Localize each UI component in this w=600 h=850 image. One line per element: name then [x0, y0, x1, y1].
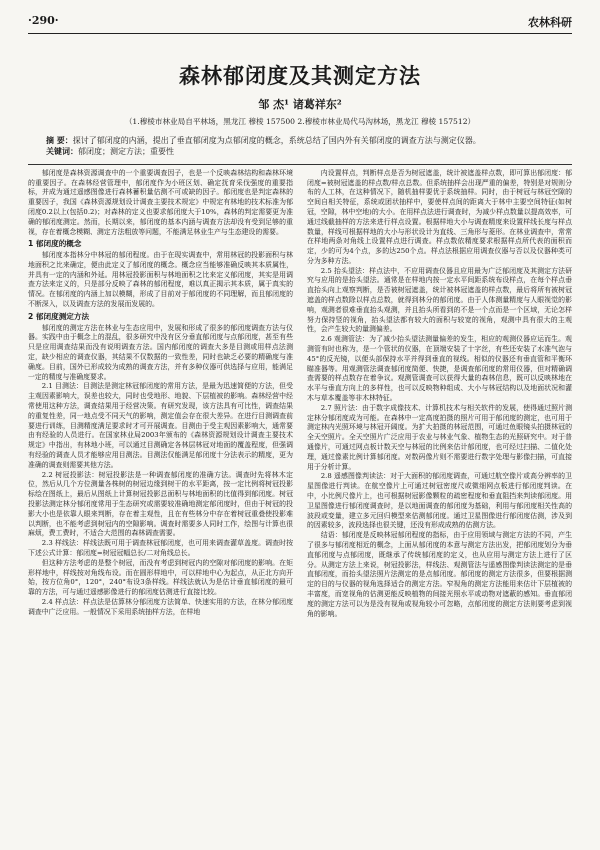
body-paragraph: 2.3 样线法：样线法既可用于调查林冠郁闭度，也可用来调查灌草盖度。调查时按下述公式计算：郁闭度=树冠冠幅总长/二对角线总长。 — [28, 539, 293, 557]
body-paragraph: 2.8 遥感图像判读法：对于大面积的郁闭度调查，可通过航空像片或高分辨率的卫星图像进行判读。在航空像片上可通过树冠密度尺或微细网点板进行郁闭度判读。在中，小比例尺像片上，也可根据树冠影像颗粒的疏密程度和垂直阻挡来判读郁闭度。用卫星图像进行郁闭度调查时，是以地面调查的郁闭度为基础，利用与郁闭度相关性高的波段或变量，建立多元回归模型来估测郁闭度。通过卫星图像进行郁闭度估测，涉及到的因素较多，波段选择也很关键，还没有形成成熟的估测方法。 — [307, 472, 572, 530]
body-paragraph: 2.2 树冠投影法：树冠投影法是一种调查郁闭度的准确方法。调查时先将林木定位，然后从几个方位测量各株树的树冠边缘到树干的水平距离，按一定比例将树冠投影标绘在图纸上，最后从图纸上计算树冠投影总面积与林地面积的比值得到郁闭度。树冠投影法测定林分郁闭度常用于生态研究或需要较准确地测定郁闭度时，但由于树冠的投影大小也是依靠人眼来判断，存在着主观性，且在有些林分中存在着树冠重叠使投影难以判断，也不能考虑到树冠内的空隙影响。调查时需要多人同时工作，绘图与计算也很麻烦，费工费时，不适合大范围的森林调查需要。 — [28, 470, 293, 538]
body-paragraph: 2.6 观测管法：为了减少抬头望法测量偏差的发生，相应的观测仪器应运而生。观测管有时也称为，是一个管状的仪器，在顶端安装了十字丝，有些还安装了水准气泡与45°的反光镜，以便头部保持水平并得到垂直的视线。相似的仪器还有垂直管和平衡环瞄准器等。用观测管法调查郁闭度简便、快捷，是调查郁闭度的常用仪器，但对精确调查需要的样点数存在着争议。观测管调查可以获得大量的森林信息，既可以反映林地在水平与垂直方向上的多样性，也可以反映物种组成、大小与林冠结构以及地面状况和灌木与草本覆盖等非木林特征。 — [307, 335, 572, 403]
keywords-text: 郁闭度；测定方法；重要性 — [78, 147, 174, 157]
keywords-label: 关键词： — [46, 146, 78, 157]
divider — [28, 164, 572, 165]
abstract-label: 摘 要： — [46, 135, 73, 145]
section-heading: 1 郁闭度的概念 — [28, 239, 82, 249]
journal-name: 农林科研 — [528, 16, 572, 29]
abstract-block — [28, 135, 572, 158]
body-paragraph: 2.1 目测法：目测法是测定林冠郁闭度的常用方法，是最为迅速简便的方法，但受主观因素影响大，误差也较大，同时也受地形、地貌、下层植被的影响。森林经营中经常使用这种方法，调查结果用于经营决策。有研究发现，该方法具有可比性，调查结果的重复性差，同一地点受不同天气的影响，测定值会存在很大差异。在进行目测调查前要进行训练，目测精度满足要求时才可开展调查。目测由于受主观因素影响大，通常要由有经验的人员进行。在国家林业局2003年颁布的《森林资源规划设计调查主要技术规定》中指出，有林地小班，可以通过目测确定各林层林冠对地面的覆盖程度，但强调有经验的调查人员才能够应用目测法。目测法仅能满足郁闭度十分法表示的精度，更为准确的调查则需要其他方法。 — [28, 382, 293, 469]
body-paragraph: 郁闭度本指林分中林冠的郁闭程度。由于在现实调查中，常用林冠的投影面积与林地面积之比来确定，便由此定义了郁闭度的概念。概念应当能够准确反映其本质属性，并具有一定的内涵和外延。用林冠投影面积与林地面积之比来定义郁闭度，其实是用调查方法来定义的，只是部分反映了森林的郁闭程度，难以真正揭示其本质，属于真实的情况。在郁闭度的内涵上加以模糊，形成了目前对于郁闭度的不同理解，而且郁闭度的不断深入，以及调查方法的发展而发展的。 — [28, 251, 293, 309]
abstract — [46, 135, 554, 146]
running-header — [28, 14, 572, 34]
author-affiliation: （1.穆棱市林业局自平林场，黑龙江 穆棱 157500 2.穆棱市林业局代马沟林场，黑龙江 穆棱 157512） — [124, 117, 476, 126]
body-paragraph: 2.5 抬头望法：样点法中，不应用调查仪器且应用最为广泛郁闭度及其测定方法研究与应用的是抬头望法。通常是在样地内按一定水平间距系统布设样点，在每个样点垂直抬头向上观察判断，是否被树冠遮盖，统计被林冠遮盖的样点数，最后将所有被树冠遮盖的样点数除以样点总数，就得到林分的郁闭度。由于人体测量精度与人眼视觉的影响，观测者很难垂直抬头观测，并且抬头所看到的不是一个点而是一个区域，无论怎样努力保持竖的视角，抬头望法都有较大的面积与较宽的视角，观测中具有很大的主观性，会产生较大的量测偏差。 — [307, 266, 572, 334]
body-paragraph: 郁闭度是森林资源调查中的一个重要调查因子，也是一个反映森林结构和森林环境的重要因子。在森林经营管理中，郁闭度作为小班区划、确定抚育采伐强度的重要指标，并成为通过遥感图像进行森林蓄积量估测不可或缺的因子。郁闭度也是判定森林的重要因子，我国《森林资源规划设计调查主要技术规定》中规定有林地的技术标准为郁闭度0.2以上(包括0.2)；对森林的定义也要求郁闭度大于10%，森林的判定需要更为准确的郁闭度测定。然而，长期以来，郁闭度的基本内涵与调查方法却没有受到足够的重视，存在着概念模糊、测定方法粗放等问题，不能满足林业生产与生态建设的需要。 — [28, 168, 293, 236]
body-columns — [28, 169, 572, 849]
right-column — [307, 169, 572, 849]
body-paragraph: 内设置样点，判断样点是否为树冠遮盖，统计被遮盖样点数，即可算出郁闭度：郁闭度=被树冠遮盖的样点数/样点总数。但系统抽样会出现严重的偏差，特别是对规则分布的人工林，在这种情况下，随机抽样要优于系统抽样。同时，由于树冠与林冠空隙的空间自相关特征，系统或团状抽样中，要使样点间的距离大于林中主要空间特征(如树冠，空隙，林中空地)的大小。在用样点法进行调查时，为减少样点数量以提高效率，可通过线截抽样的方法来进行样点设置。根据样地大小与调查精度来设置样线长度与样点数量，样线可根据样地的大小与形状设计为直线、三角形与菱形。在林业调查中，常常在样地两条对角线上设置样点进行调查。样点数依精度要求根据样点所代表的面积而定，少的可为4个点，多的达250个点。样点法根据应用调查仪器与否以及仪器种类可分为多种方法。 — [307, 168, 572, 265]
section-heading: 2 郁闭度测定方法 — [28, 311, 90, 321]
article-authors: 邹 杰¹ 诸葛祥东² — [258, 98, 342, 111]
body-paragraph: 但这种方法考虑的是整个树冠，而没有考虑到树冠内的空隙对郁闭度的影响。在矩形样地中，样线按对角线布设。而在圆形样地中，可以样地中心为起点，从正北方向开始，按方位角0°，120°，240°布设3条样线。样线法就认为是估计垂直郁闭度的最可靠的方法，可与通过遥感影像进行的郁闭度估测进行直接比较。 — [28, 558, 293, 597]
body-paragraph: 2.7 照片法：由于数字成像技术、计算机技术与相关软件的发展，使得通过照片测定林分郁闭度成为可能。在森林中一定高度拍摄的照片可用于郁闭度的测定，也可用于测定林内光照环境与林冠开阔度。为扩大拍摄的林冠范围，可通过鱼眼镜头拍摄林冠的全天空照片。全天空照片广泛应用于农业与林业气象、植物生态的光照研究中。对于普通像片，可通过网点板计数天空与林冠的比例来估计郁闭度，也可经过扫描、二值化处理，通过像素比例计算郁闭度。对数码像片则不需要进行数字处理与影像扫描，可直接用于分析计算。 — [307, 403, 572, 471]
abstract-text: 探讨了郁闭度的内涵，提出了垂直郁闭度为点郁闭度的概念，系统总结了国内外有关郁闭度的调查方法与测定仪器。 — [72, 136, 481, 145]
body-paragraph: 郁闭度的测定方法在林业与生态应用中，发展和形成了很多的郁闭度调查方法与仪器。实践中由于概念上的混乱，很多研究中没有区分垂直郁闭度与点郁闭度，甚至有些只是应用调查结果而没有说明调查方法。国内郁闭度的调查大多是目测或用样点法测定，缺少相应的调查仪器，其结果不仅数据的一致性差，同时也缺乏必要的精确度与准确度。目前，国外已形成较为成熟的调查方法，并有多种仪器可供选择与应用，能满足一定的精度与准确度要求。 — [28, 323, 293, 381]
body-paragraph: 结语：郁闭度是反映林冠郁闭程度的指标，由于应用领域与测定方法的不同，产生了很多与郁闭度相近的概念，上面从郁闭度的本意与测定方法出发，把郁闭度划分为垂直郁闭度与点郁闭度，既继承了传统郁闭度的定义，也从应用与测定方法上进行了区分。从测定方法上来说，树冠投影法，样线法、观测管法与遥感图像判读法测定的是垂直郁闭度，而抬头望法照片法测定的是点郁闭度。郁闭度的测定方法很多，但要根据测定的目的与仪器的视角选择适合的测定方法。窄视角的测定方法能用来估计下层植被的丰富度，而宽视角的估测更能反映植物的间接光照水平或动物对遮蔽的感知。垂直郁闭度的测定方法可以为是没有视角或视角较小可忽略，点郁闭度的测定方法则要考虑到视角的影响。 — [307, 531, 572, 618]
keywords — [46, 146, 554, 157]
body-paragraph: 2.4 样点法：样点法是估算林分郁闭度方法简单、快速实用的方法，在林分郁闭度调查中广泛应用。一般情况下采用系统抽样方法，在样地 — [28, 597, 293, 616]
article-title: 森林郁闭度及其测定方法 — [179, 63, 421, 88]
left-column — [28, 169, 293, 849]
page-number: ·290· — [28, 14, 59, 27]
